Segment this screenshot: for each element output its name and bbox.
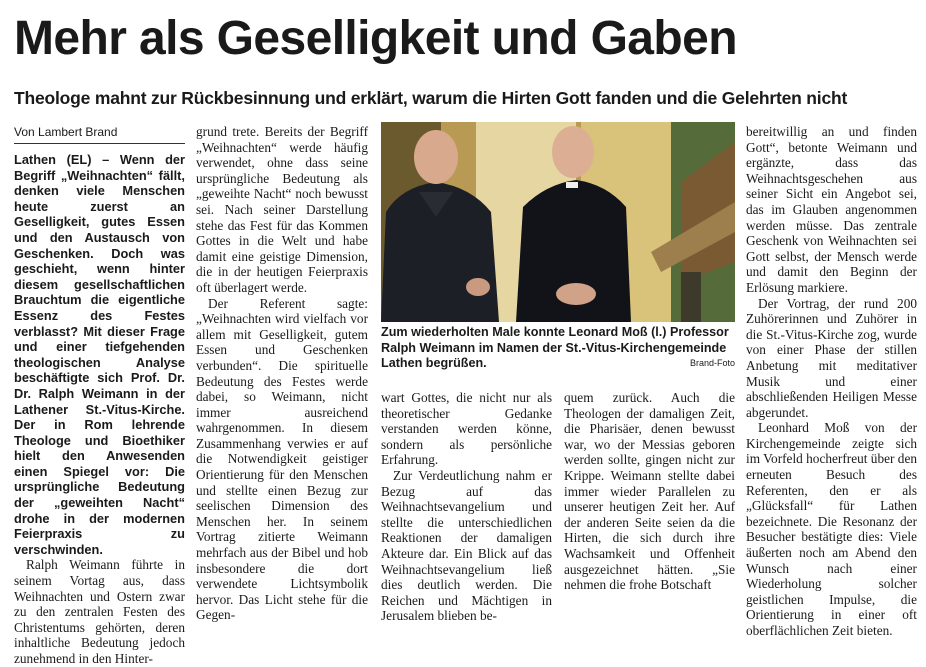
article-subheadline: Theologe mahnt zur Rückbesinnung und erklärt, warum die Hirten Gott fanden und die Gelehrten nicht [14,88,848,108]
article-byline: Von Lambert Brand [14,124,185,144]
article-photo [381,122,735,322]
article-column-4 [564,390,735,593]
article-lead: Lathen (EL) – Wenn der Begriff „Weihnachten“ fällt, denken viele Menschen heute zuerst an Geselligkeit, gutes Essen und den Austausch von Geschenken. Doch was geschieht, wenn hinter diesem gesellschaftlichen Brauchtum die eigentliche Essenz des Festes verblasst? Mit dieser Frage und einer tiefgehenden theologischen Analyse beschäftigte sich Prof. Dr. Dr. Ralph Weimann in der Lathener St.-Vitus-Kirche. Der in Rom lehrende Theologe und Bioethiker hielt den Anwesenden einen Spiegel vor: Die ursprüngliche Bedeutung der „geweihten Nacht“ drohe in der modernen Feierpraxis zu verschwinden. [14,152,185,557]
article-column-1 [14,124,185,666]
body-paragraph: Leonhard Moß von der Kirchengemeinde zeigte sich im Vorfeld hocherfreut über den erneuten Besuch des Referenten, den er als „Glücksfall“ für Lathen bezeichnete. Die Resonanz der Besucher bestätigte dies: Viele äußerten noch am Abend den Wunsch nach einer Wiederholung solcher geistlichen Impulse, die Orientierung in einer oft oberflächlichen Zeit bieten. [746,420,917,638]
article-column-2 [196,124,368,623]
body-paragraph: bereitwillig an und finden Gott“, betonte Weimann und ergänzte, dass das Weihnachtsgeschehen aus seiner Sicht ein Angebot sei, das im Glauben angenommen werden müsse. Das zentrale Geschenk von Weihnachten sei Gott selbst, der Mensch werde und damit den Beginn der Erlösung markiere. [746,124,917,295]
body-paragraph: quem zurück. Auch die Theologen der damaligen Zeit, die Pharisäer, denen bewusst war, wo der Messias geboren werden sollte, gingen nicht zur Krippe. Weimann stellte dabei immer wieder Parallelen zu unserer heutigen Zeit her. Auf der anderen Seite seien da die Hirten, die sich durch ihre Wachsamkeit und Offenheit ausgezeichnet hätten. „Sie nehmen die frohe Botschaft [564,390,735,593]
article-headline: Mehr als Geselligkeit und Gaben [14,12,737,65]
body-paragraph: Zur Verdeutlichung nahm er Bezug auf das Weihnachtsevangelium und stellte die unterschiedlichen Reaktionen der damaligen Akteure dar. Ein Blick auf das Weihnachtsevangelium ließ dies deutlich werden. Die Reichen und Mächtigen in Jerusalem blieben be- [381,467,552,624]
article-column-5 [746,124,917,638]
body-paragraph: Der Referent sagte: „Weihnachten wird vielfach vor allem mit Geselligkeit, gutem Essen und Geschenken verbunden“. Die spirituelle Bedeutung des Festes werde dabei, so Weimann, nicht immer ausreichend wahrgenommen. In diesem Zusammenhang verwies er auf die Notwendigkeit geistiger Orientierung für den Menschen und stellte einen Bezug zur seelischen Dimension des Menschen her. In seinem Vortrag zitierte Weimann mehrfach aus der Bibel und hob insbesondere die dort verwendete Lichtsymbolik hervor. Das Licht stehe für die Gegen- [196,295,368,623]
body-paragraph: grund trete. Bereits der Begriff „Weihnachten“ werde häufig verwendet, ohne dass seine ursprüngliche Bedeutung als „geweihte Nacht“ noch bewusst sei. Nach seiner Darstellung stehe das Fest für das Kommen Gottes in die Welt und habe damit eine geistige Dimension, die in der heutigen Feierpraxis oft überlagert werde. [196,124,368,295]
body-paragraph: Ralph Weimann führte in seinem Vortag aus, dass Weihnachten und Ostern zwar zu den zentralen Festen des Christentums gehörten, deren inhaltliche Bedeutung jedoch zunehmend in den Hinter- [14,557,185,666]
photo-caption-text: Zum wiederholten Male konnte Leonard Moß (l.) Professor Ralph Weimann im Namen der St.-Vitus-Kirchengemeinde Lathen begrüßen. [381,325,729,371]
photo-credit: Brand-Foto [689,358,735,369]
body-paragraph: wart Gottes, die nicht nur als theoretischer Gedanke verstanden werden könne, sondern als persönliche Erfahrung. [381,390,552,468]
body-paragraph: Der Vortrag, der rund 200 Zuhörerinnen und Zuhörer in die St.-Vitus-Kirche zog, wurde von einer Phase der stillen Anbetung mit meditativer Musik und einer abschließenden Heiligen Messe abgerundet. [746,295,917,420]
article-column-3 [381,390,552,624]
photo-caption [381,325,735,372]
